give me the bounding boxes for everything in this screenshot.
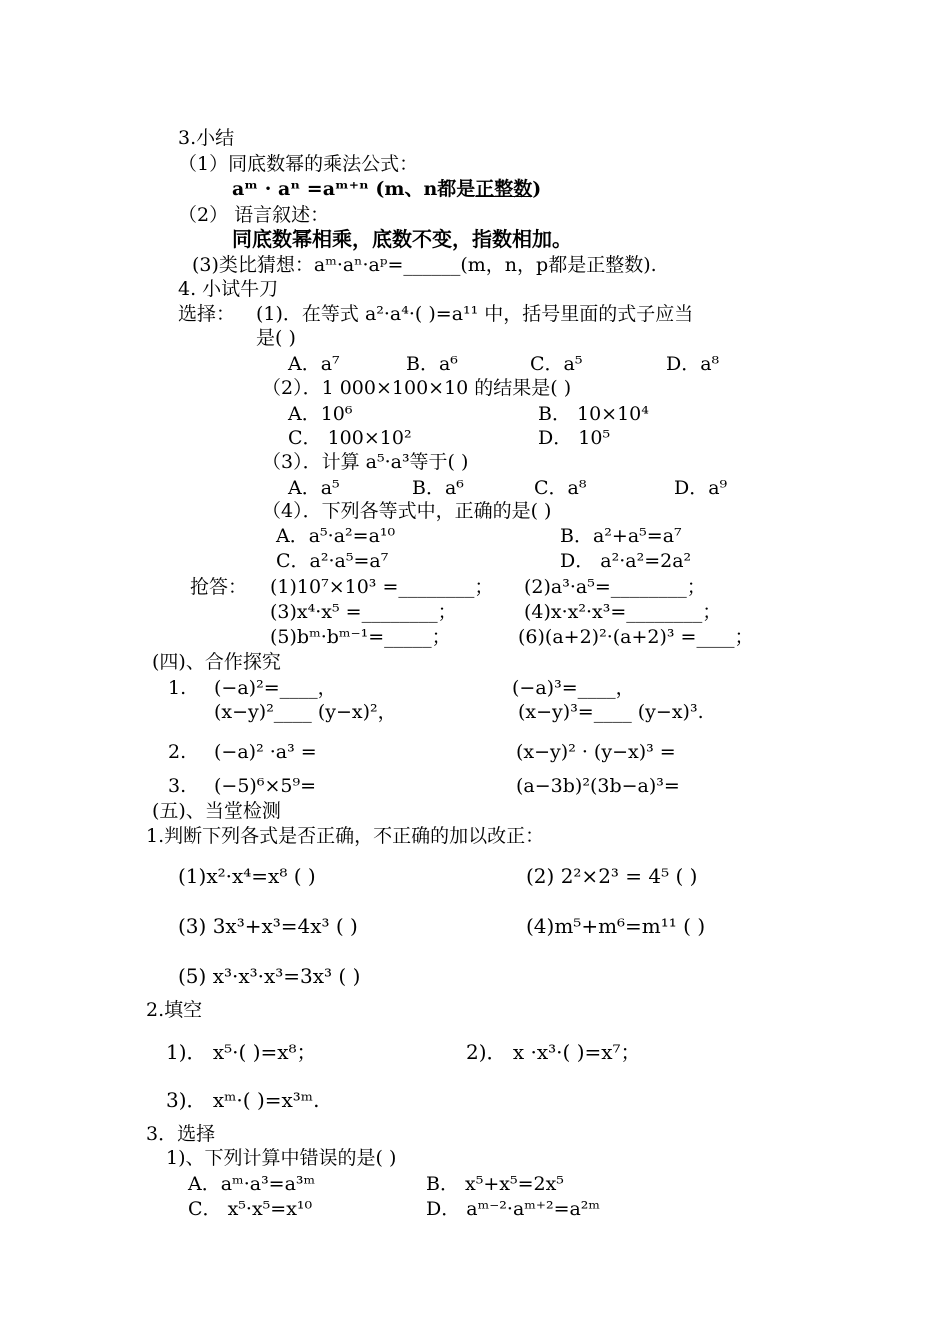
fill-item-1: 1)． x⁵·( )=x⁸；	[166, 1040, 317, 1064]
q4-option-c: C．a²·a⁵=a⁷	[276, 550, 389, 572]
q3-option-a: A．a⁵	[288, 477, 340, 499]
question-1-cont: 是( )	[256, 327, 296, 349]
coop-row-3-left: (−5)⁶×5⁹=	[214, 775, 316, 797]
fill-item-2: 2)． x ·x³·( )=x⁷；	[466, 1040, 641, 1064]
choice-label: 选择：	[178, 303, 236, 325]
summary-item-2-label: （2） 语言叙述：	[178, 204, 330, 226]
q2-option-b: B． 10×10⁴	[538, 403, 649, 425]
q3-option-d: D．a⁹	[674, 477, 728, 499]
formula-underlined-term: 正整数	[475, 178, 533, 200]
q1-option-b: B．a⁶	[406, 353, 458, 375]
formula-close: )	[532, 178, 542, 200]
select-question-1: 1)、下列计算中错误的是( )	[166, 1147, 397, 1169]
question-4-text: （4）．下列各等式中，正确的是( )	[262, 500, 552, 522]
summary-item-1-label: （1）同底数幂的乘法公式：	[178, 153, 419, 175]
trial-heading: 4. 小试牛刀	[178, 278, 279, 300]
multiplication-formula	[232, 177, 541, 201]
coop-row-1-left: (−a)²=____，	[214, 677, 337, 699]
rule-statement: 同底数幂相乘，底数不变，指数相加。	[232, 227, 572, 251]
coop-row-1-right: (−a)³=____，	[512, 677, 635, 699]
coop-heading: (四)、合作探究	[152, 651, 281, 673]
question-3-text: （3）．计算 a⁵·a³等于( )	[262, 451, 469, 473]
check-heading: (五)、当堂检测	[152, 800, 281, 822]
q4-option-d: D． a²·a²=2a²	[560, 550, 692, 572]
q3-option-b: B．a⁶	[412, 477, 464, 499]
coop-row-3-right: (a−3b)²(3b−a)³=	[516, 775, 680, 797]
q2-option-c: C． 100×10²	[288, 427, 412, 449]
q1-option-c: C．a⁵	[530, 353, 583, 375]
judge-item-4: (4)m⁵+m⁶=m¹¹ ( )	[526, 914, 706, 938]
formula-text: aᵐ · aⁿ =aᵐ⁺ⁿ (m、n都是	[232, 178, 476, 200]
question-1-text: (1)．在等式 a²·a⁴·( )=a¹¹ 中，括号里面的式子应当	[256, 303, 694, 325]
race-item-4: (4)x·x²·x³=________；	[524, 601, 722, 623]
coop-row-1b-left: (x−y)²____ (y−x)²，	[214, 701, 397, 723]
judge-item-2: (2) 2²×2³ = 4⁵ ( )	[526, 864, 698, 888]
select-option-a: A．aᵐ·a³=a³ᵐ	[188, 1173, 316, 1195]
race-item-1: (1)10⁷×10³ =________；	[270, 576, 494, 598]
fill-item-3: 3)． xᵐ·( )=x³ᵐ.	[166, 1088, 320, 1112]
summary-heading: 3.小结	[178, 127, 235, 149]
q4-option-b: B．a²+a⁵=a⁷	[560, 525, 682, 547]
race-item-2: (2)a³·a⁵=________；	[524, 576, 706, 598]
coop-row-1b-right: (x−y)³=____ (y−x)³.	[518, 701, 704, 723]
coop-row-3-number: 3.	[168, 775, 187, 797]
select-heading: 3．选择	[146, 1123, 216, 1145]
coop-row-2-right: (x−y)² · (y−x)³ =	[516, 741, 676, 763]
race-item-5: (5)bᵐ·bᵐ⁻¹=_____；	[270, 626, 451, 648]
race-item-6: (6)(a+2)²·(a+2)³ =____；	[518, 626, 754, 648]
judge-item-5: (5) x³·x³·x³=3x³ ( )	[178, 964, 361, 988]
q3-option-c: C．a⁸	[534, 477, 587, 499]
race-label: 抢答：	[190, 576, 248, 598]
select-option-d: D． aᵐ⁻²·aᵐ⁺²=a²ᵐ	[426, 1198, 601, 1220]
judge-heading: 1.判断下列各式是否正确，不正确的加以改正：	[146, 825, 545, 847]
q2-option-a: A．10⁶	[288, 403, 353, 425]
race-item-3: (3)x⁴·x⁵ =________；	[270, 601, 457, 623]
judge-item-3: (3) 3x³+x³=4x³ ( )	[178, 914, 358, 938]
q2-option-d: D． 10⁵	[538, 427, 611, 449]
judge-item-1: (1)x²·x⁴=x⁸ ( )	[178, 864, 316, 888]
analogy-guess: (3)类比猜想：aᵐ·aⁿ·aᵖ=______(m，n，p都是正整数).	[192, 254, 657, 276]
coop-row-2-number: 2.	[168, 741, 187, 763]
question-2-text: （2）．1 000×100×10 的结果是( )	[262, 377, 572, 399]
select-option-c: C． x⁵·x⁵=x¹⁰	[188, 1198, 313, 1220]
q1-option-a: A．a⁷	[288, 353, 340, 375]
fill-heading: 2.填空	[146, 999, 203, 1021]
coop-row-1-number: 1.	[168, 677, 187, 699]
coop-row-2-left: (−a)² ·a³ =	[214, 741, 317, 763]
q1-option-d: D．a⁸	[666, 353, 720, 375]
select-option-b: B． x⁵+x⁵=2x⁵	[426, 1173, 564, 1195]
q4-option-a: A．a⁵·a²=a¹⁰	[276, 525, 396, 547]
